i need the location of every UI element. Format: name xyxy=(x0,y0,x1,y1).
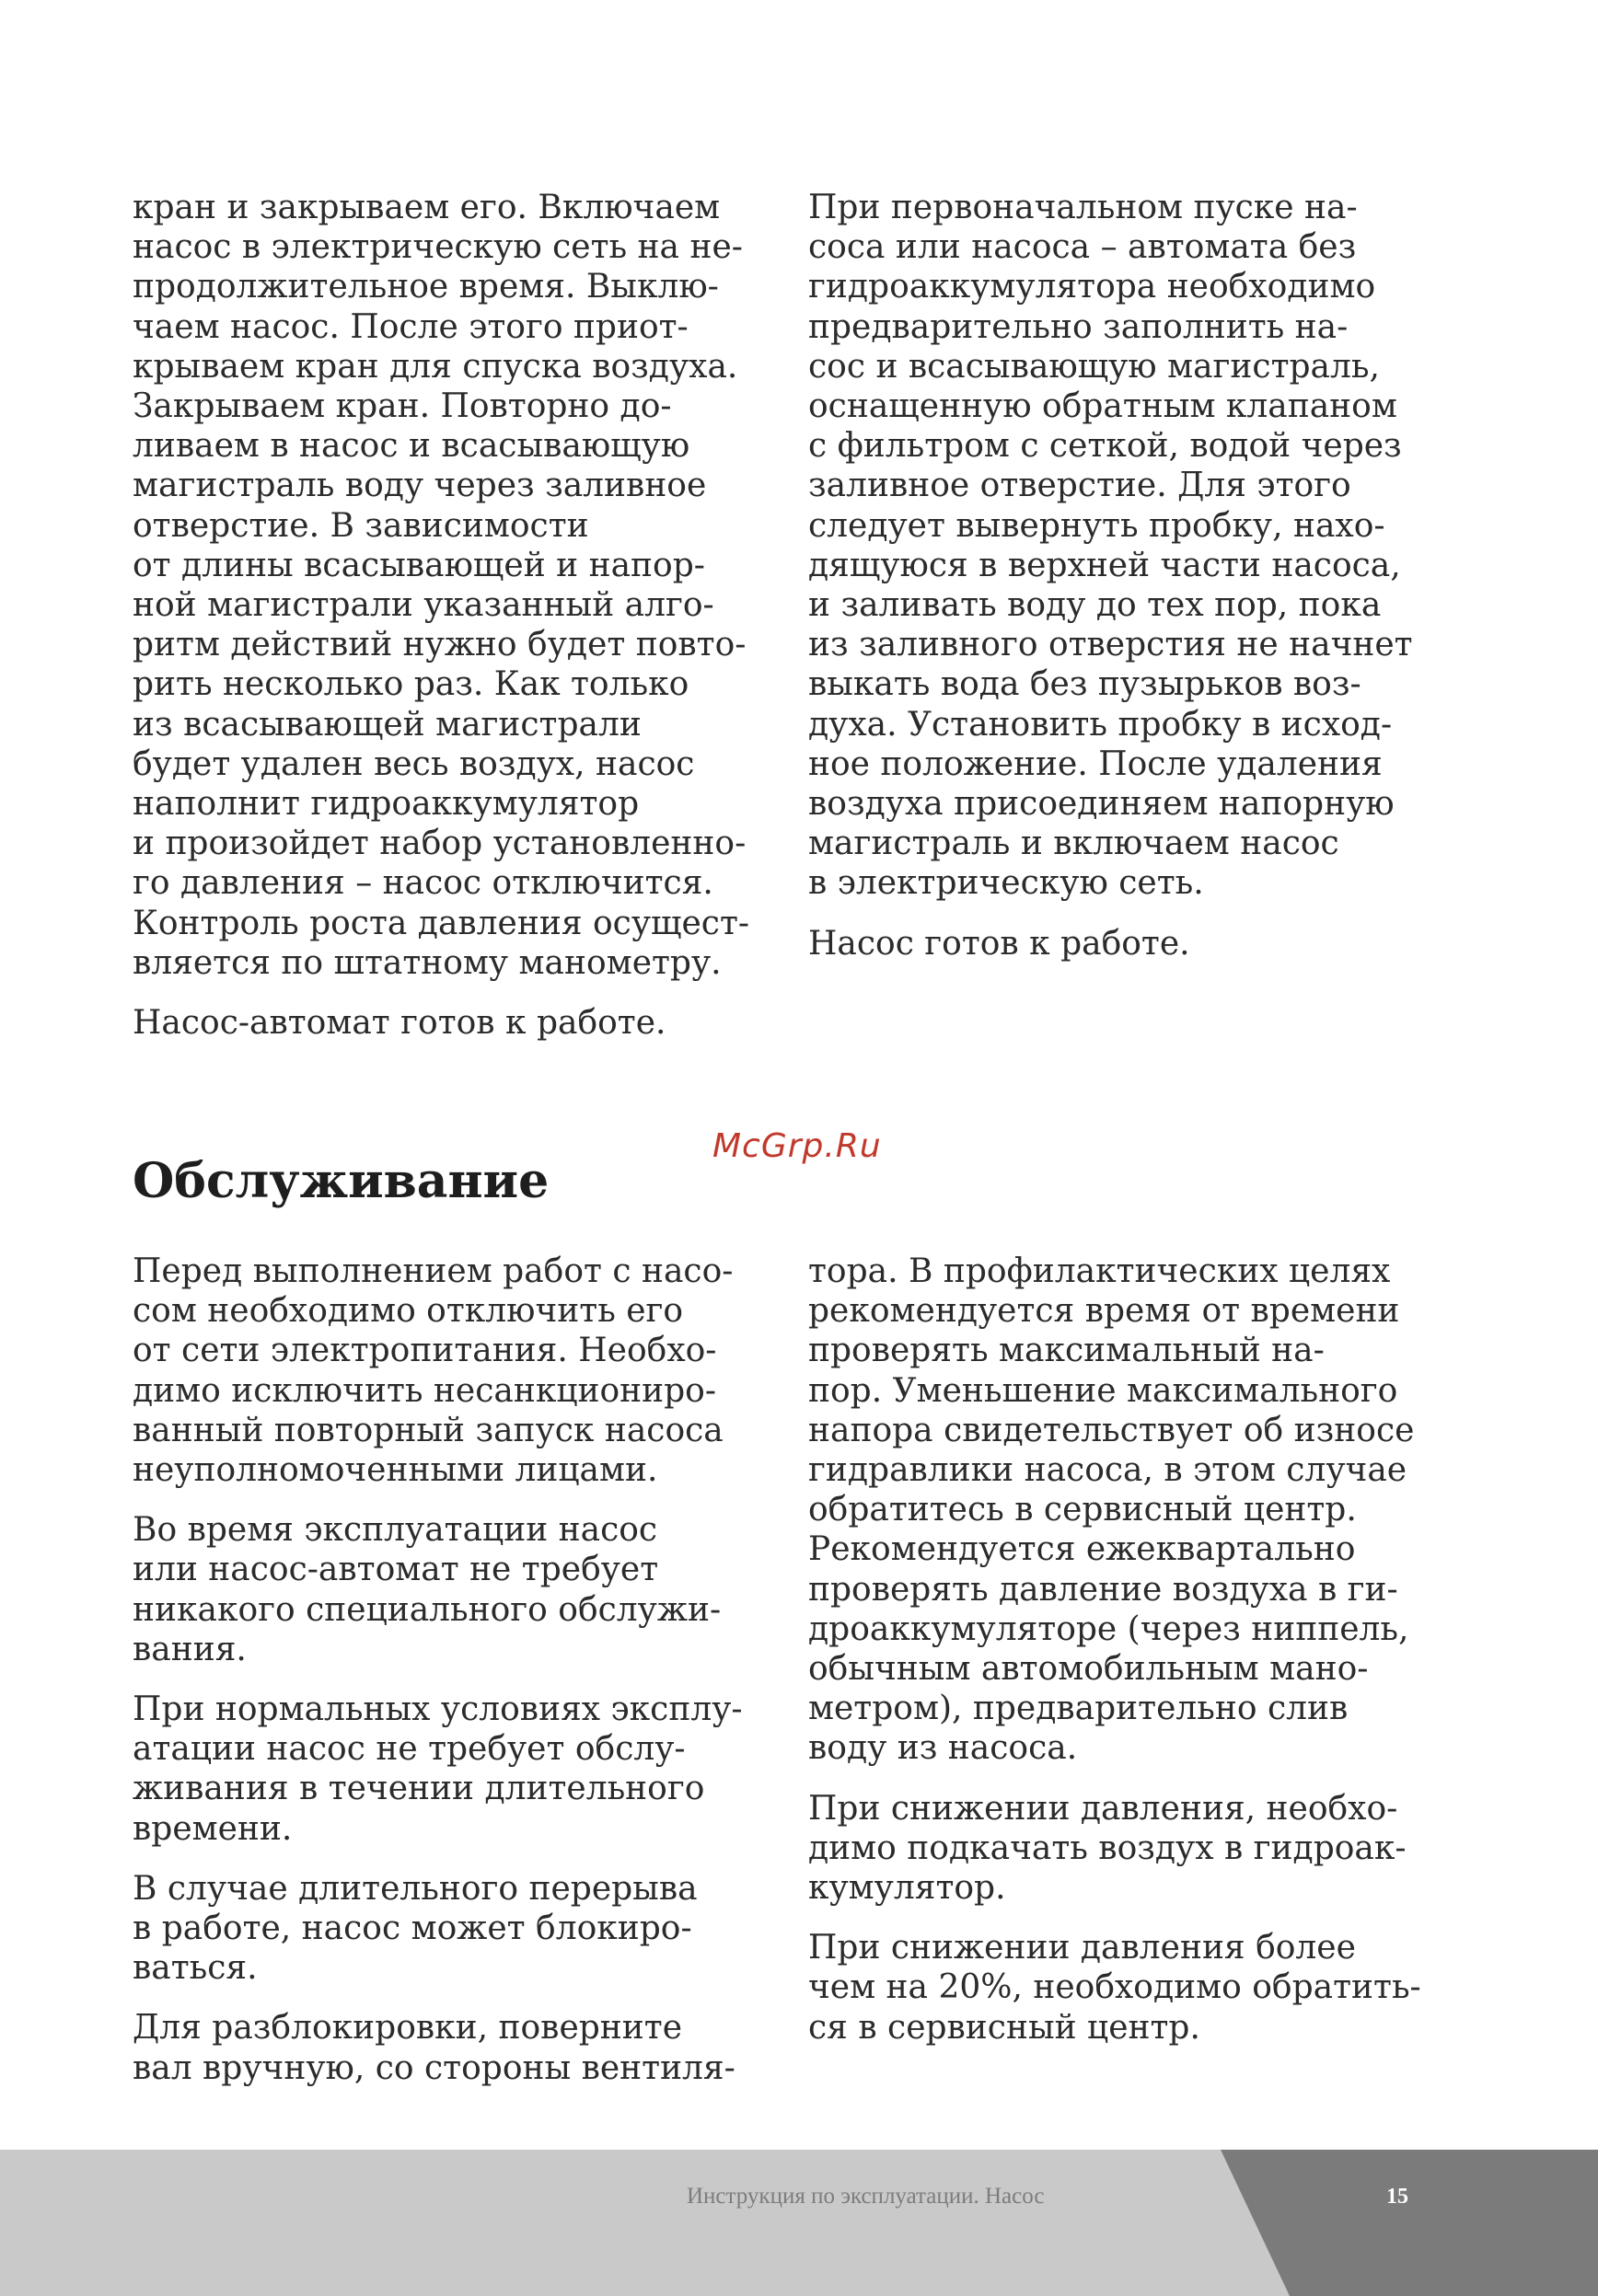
text-line: го давления – насос отключится. xyxy=(133,864,713,903)
text-line: При нормальных условиях эксплу- xyxy=(133,1690,743,1729)
text-line: вляется по штатному манометру. xyxy=(133,943,722,982)
text-line: магистраль и включаем насос xyxy=(808,825,1339,863)
text-line: предварительно заполнить на- xyxy=(808,307,1349,346)
text-line: чем на 20%, необходимо обратить- xyxy=(808,1968,1421,2007)
text-line: будет удален весь воздух, насос xyxy=(133,744,695,783)
text-line: тора. В профилактических целях xyxy=(808,1252,1391,1290)
paragraph xyxy=(133,1510,758,1669)
footer-page-tab xyxy=(1221,2150,1598,2296)
text-line: следует вывернуть пробку, нахо- xyxy=(808,506,1385,545)
text-line: Насос-автомат готов к работе. xyxy=(133,1004,666,1043)
text-line: ся в сервисный центр. xyxy=(808,2008,1200,2047)
page-number: 15 xyxy=(1386,2185,1408,2209)
text-line: кумулятор. xyxy=(808,1869,1006,1908)
paragraph xyxy=(808,1789,1434,1909)
text-line: неуполномоченными лицами. xyxy=(133,1451,658,1490)
text-line: дящуюся в верхней части насоса, xyxy=(808,546,1401,584)
text-line: магистраль воду через заливное xyxy=(133,467,707,505)
text-line: атации насос не требует обслу- xyxy=(133,1730,686,1769)
text-line: и произойдет набор установленно- xyxy=(133,825,747,863)
text-line: оснащенную обратным клапаном xyxy=(808,387,1397,426)
text-line: наполнит гидроаккумулятор xyxy=(133,785,640,824)
text-line: или насос-автомат не требует xyxy=(133,1551,659,1589)
text-line: вания. xyxy=(133,1630,247,1668)
maintenance-right-column xyxy=(808,1252,1434,2068)
paragraph xyxy=(808,1928,1434,2048)
page-footer xyxy=(0,2150,1598,2296)
text-line: димо исключить несанкциониро- xyxy=(133,1371,717,1410)
text-line: напора свидетельствует об износе xyxy=(808,1411,1415,1449)
text-line: соса или насоса – автомата без xyxy=(808,228,1357,267)
top-right-column xyxy=(808,188,1434,984)
text-line: от сети электропитания. Необхо- xyxy=(133,1332,717,1370)
paragraph xyxy=(133,1690,758,1849)
text-line: отверстие. В зависимости xyxy=(133,506,589,545)
text-line: При первоначальном пуске на- xyxy=(808,189,1358,226)
text-line: В случае длительного перерыва xyxy=(133,1869,698,1908)
text-line: обратитесь в сервисный центр. xyxy=(808,1491,1357,1529)
text-line: метром), предварительно слив xyxy=(808,1690,1349,1728)
text-line: дроаккумуляторе (через ниппель, xyxy=(808,1610,1409,1648)
text-line: Закрываем кран. Повторно до- xyxy=(133,387,672,426)
text-line: чаем насос. После этого приот- xyxy=(133,307,689,346)
text-line: с фильтром с сеткой, водой через xyxy=(808,427,1402,466)
text-line: ваться. xyxy=(133,1949,258,1988)
text-line: выкать вода без пузырьков воз- xyxy=(808,665,1361,704)
text-line: ной магистрали указанный алго- xyxy=(133,586,714,625)
text-line: насос в электрическую сеть на не- xyxy=(133,228,743,267)
text-line: гидроаккумулятора необходимо xyxy=(808,268,1376,306)
text-line: воздуха присоединяем напорную xyxy=(808,785,1395,824)
paragraph xyxy=(133,1252,758,1490)
text-line: ритм действий нужно будет повто- xyxy=(133,626,747,664)
text-line: Рекомендуется ежеквартально xyxy=(808,1530,1356,1569)
paragraph xyxy=(808,188,1434,904)
text-line: ванный повторный запуск насоса xyxy=(133,1411,724,1449)
text-line: проверять максимальный на- xyxy=(808,1332,1325,1370)
text-line: При снижении давления, необхо- xyxy=(808,1789,1398,1828)
text-line: гидравлики насоса, в этом случае xyxy=(808,1451,1407,1490)
text-line: крываем кран для спуска воздуха. xyxy=(133,347,738,386)
text-line: Перед выполнением работ с насо- xyxy=(133,1252,734,1290)
text-line: ливаем в насос и всасывающую xyxy=(133,427,690,466)
text-line: ное положение. После удаления xyxy=(808,744,1383,783)
text-line: продолжительное время. Выклю- xyxy=(133,268,719,306)
paragraph xyxy=(133,188,758,983)
text-line: от длины всасывающей и напор- xyxy=(133,546,705,584)
paragraph xyxy=(808,1252,1434,1769)
text-line: сос и всасывающую магистраль, xyxy=(808,347,1380,386)
text-line: никакого специального обслужи- xyxy=(133,1590,722,1629)
text-line: кран и закрываем его. Включаем xyxy=(133,189,721,226)
text-line: живания в течении длительного xyxy=(133,1770,705,1808)
text-line: времени. xyxy=(133,1809,293,1848)
text-line: вал вручную, со стороны вентиля- xyxy=(133,2048,735,2087)
text-line: в работе, насос может блокиро- xyxy=(133,1909,692,1948)
text-line: в электрическую сеть. xyxy=(808,864,1204,903)
paragraph xyxy=(133,2008,758,2087)
text-line: заливное отверстие. Для этого xyxy=(808,467,1351,505)
text-line: димо подкачать воздух в гидроак- xyxy=(808,1829,1407,1867)
text-line: обычным автомобильным мано- xyxy=(808,1650,1369,1689)
watermark: McGrp.Ru xyxy=(712,1127,882,1165)
text-line: и заливать воду до тех пор, пока xyxy=(808,586,1382,625)
text-line: сом необходимо отключить его xyxy=(133,1292,684,1331)
text-line: пор. Уменьшение максимального xyxy=(808,1371,1398,1410)
footer-document-title: Инструкция по эксплуатации. Насос xyxy=(687,2184,1045,2209)
maintenance-left-column xyxy=(133,1252,758,2108)
text-line: рить несколько раз. Как только xyxy=(133,665,689,704)
text-line: из заливного отверстия не начнет xyxy=(808,626,1413,664)
text-line: Насос готов к работе. xyxy=(808,924,1190,963)
text-line: из всасывающей магистрали xyxy=(133,705,642,744)
section-title: Обслуживание xyxy=(133,1153,550,1209)
paragraph xyxy=(133,1869,758,1989)
text-line: воду из насоса. xyxy=(808,1729,1078,1768)
text-line: проверять давление воздуха в ги- xyxy=(808,1570,1398,1609)
text-line: духа. Установить пробку в исход- xyxy=(808,705,1393,744)
top-left-column xyxy=(133,188,758,1063)
text-line: Контроль роста давления осущест- xyxy=(133,904,750,942)
text-line: Во время эксплуатации насос xyxy=(133,1511,658,1550)
text-line: рекомендуется время от времени xyxy=(808,1292,1400,1331)
text-line: Для разблокировки, поверните xyxy=(133,2009,683,2048)
paragraph xyxy=(808,924,1434,963)
paragraph xyxy=(133,1003,758,1043)
text-line: При снижении давления более xyxy=(808,1929,1356,1967)
